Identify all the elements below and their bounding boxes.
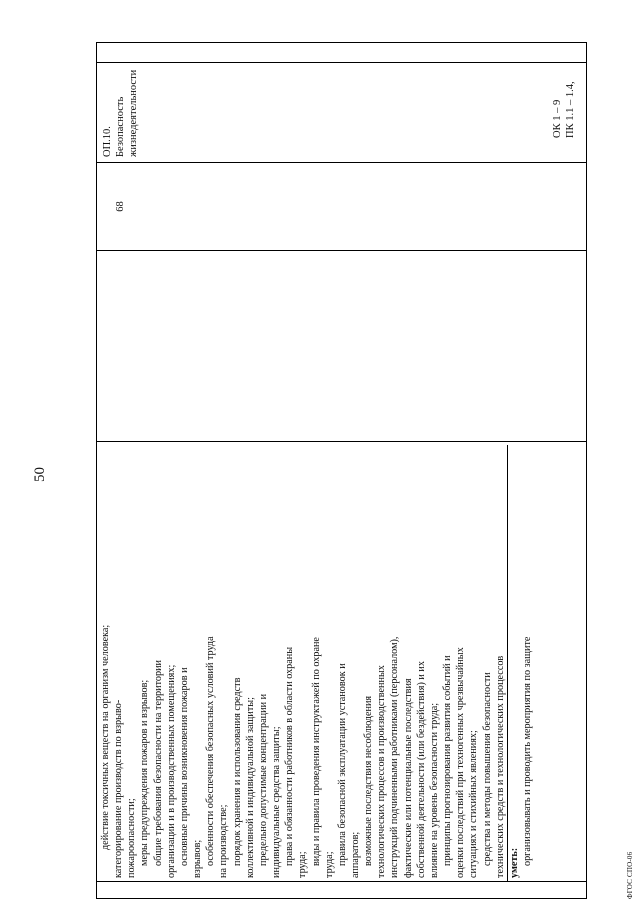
list-item: аппаратов;	[349, 831, 361, 878]
competencies-line-1: ОК 1 – 9	[552, 99, 563, 138]
list-item: особенности обеспечения безопасных условий труда	[205, 636, 217, 866]
skills-label: уметь:	[508, 847, 520, 878]
list-item: организации и в производственных помещениях;	[165, 664, 177, 878]
list-item: принципы прогнозирования развития событий и	[442, 655, 454, 866]
list-item: оценки последствий при техногенных чрезвычайных	[455, 647, 467, 878]
list-item: ситуациях и стихийных явлениях;	[468, 730, 480, 878]
list-item: предельно допустимые концентрации и	[257, 693, 269, 866]
empty-end-cell	[97, 43, 587, 63]
knowledge-cell	[97, 442, 587, 882]
discipline-line-2: жизнедеятельности	[128, 69, 139, 157]
list-item: категорирование производств по взрыво-	[113, 699, 125, 878]
list-item: влияние на уровень безопасности труда;	[428, 702, 440, 878]
list-item: правила безопасной эксплуатации установок и	[336, 663, 348, 866]
curriculum-table	[96, 42, 587, 899]
list-item: инструкций подчиненными работниками (персоналом),	[389, 636, 401, 878]
competencies	[548, 38, 577, 141]
hours-cell	[97, 163, 587, 251]
hours-value: 68	[115, 201, 126, 212]
list-item: взрывов;	[192, 839, 204, 878]
table-row	[97, 43, 587, 899]
list-item: на производстве;	[218, 804, 230, 878]
list-item: пожароопасности;	[126, 798, 138, 878]
skills-item: организовывать и проводить мероприятия по защите	[522, 636, 533, 866]
list-item: меры предупреждения пожаров и взрывов;	[139, 679, 151, 866]
discipline-cell	[97, 63, 587, 163]
list-item: труда;	[297, 851, 309, 878]
competencies-line-2: ПК 1.1 – 1.4,	[565, 81, 576, 138]
empty-index-cell	[97, 882, 587, 899]
list-item: средства и методы повышения безопасности	[481, 672, 493, 866]
page-number: 50	[32, 467, 48, 482]
list-item: собственной деятельности (или бездействия) и их	[415, 661, 427, 878]
list-item: технологических процессов и производственных	[376, 665, 388, 878]
footer-code: ФГОС СПО-06	[626, 851, 634, 899]
list-item: порядок хранения и использования средств	[231, 677, 243, 866]
list-item: возможные последствия несоблюдения	[363, 695, 375, 866]
list-item: общие требования безопасности на территории	[152, 659, 164, 866]
list-item: труда;	[323, 851, 335, 878]
empty-cell	[97, 251, 587, 442]
list-item: виды и правила проведения инструктажей по охране	[310, 637, 322, 866]
list-item: индивидуальные средства защиты;	[271, 726, 283, 878]
list-item: права и обязанности работников в области охраны	[284, 646, 296, 866]
list-item: фактические или потенциальные последствия	[402, 678, 414, 878]
list-item: коллективной и индивидуальной защиты;	[244, 697, 256, 878]
competencies-cell	[588, 45, 628, 145]
list-item: технических средств и технологических процессов	[494, 655, 506, 878]
knowledge-list	[97, 442, 534, 881]
list-item: действие токсичных веществ на организм человека;	[100, 624, 111, 850]
list-item: основные причины возникновения пожаров и	[178, 667, 190, 866]
discipline-line-1: ОП.10. Безопасность	[102, 96, 126, 157]
